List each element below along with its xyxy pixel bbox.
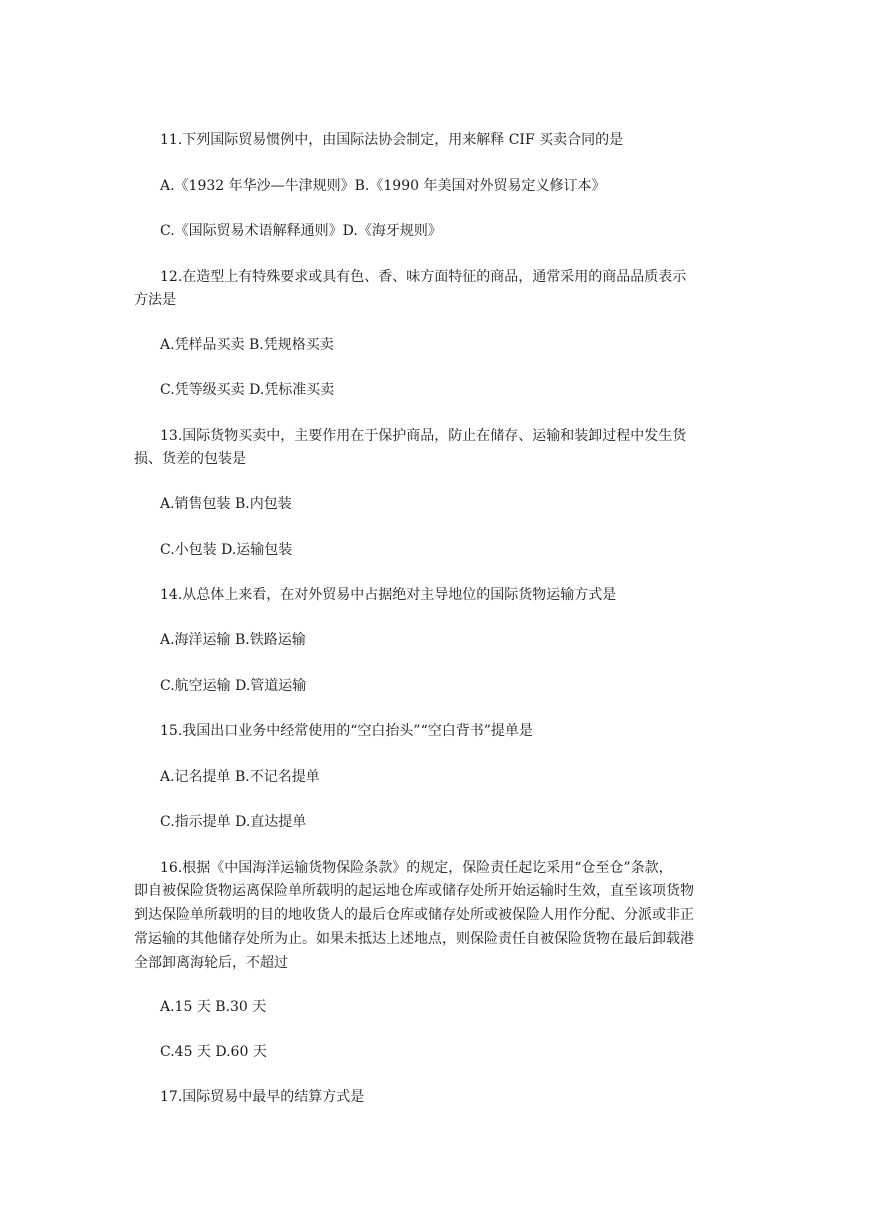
- stem-line: 方法是: [134, 292, 176, 308]
- question-15-option-cd: C.指示提单 D.直达提单: [160, 814, 307, 830]
- question-16-stem: [160, 856, 720, 880]
- question-12-option-cd: C.凭等级买卖 D.凭标准买卖: [160, 382, 335, 398]
- question-14-option-cd: C.航空运输 D.管道运输: [160, 678, 307, 694]
- question-12-stem: [160, 265, 720, 289]
- question-13-option-cd: C.小包装 D.运输包装: [160, 542, 293, 558]
- question-13-stem: [160, 424, 720, 448]
- question-11-option-cd: C.《国际贸易术语解释通则》D.《海牙规则》: [160, 223, 442, 239]
- question-15-stem: [160, 719, 720, 743]
- question-13-option-ab: A.销售包装 B.内包装: [160, 496, 292, 512]
- question-16-stem-cont: [134, 879, 694, 975]
- question-13-stem-cont: [134, 447, 694, 471]
- stem-line: 12.在造型上有特殊要求或具有色、香、味方面特征的商品，通常采用的商品品质表示: [160, 269, 687, 285]
- stem-line: 16.根据《中国海洋运输货物保险条款》的规定，保险责任起讫采用“仓至仓”条款，: [160, 860, 673, 876]
- stem-line: 全部卸离海轮后，不超过: [134, 955, 288, 971]
- stem-line: 14.从总体上来看，在对外贸易中占据绝对主导地位的国际货物运输方式是: [160, 587, 617, 603]
- question-14-stem: [160, 583, 720, 607]
- stem-line: 17.国际贸易中最早的结算方式是: [160, 1089, 365, 1105]
- stem-line: 到达保险单所载明的目的地收货人的最后仓库或储存处所或被保险人用作分配、分派或非正: [134, 907, 694, 923]
- question-11-option-ab: A.《1932 年华沙—牛津规则》B.《1990 年美国对外贸易定义修订本》: [160, 178, 606, 194]
- stem-line: 11.下列国际贸易惯例中，由国际法协会制定，用来解释 CIF 买卖合同的是: [160, 132, 624, 148]
- stem-line: 损、货差的包装是: [134, 451, 246, 467]
- stem-line: 15.我国出口业务中经常使用的“空白抬头”“空白背书”提单是: [160, 723, 533, 739]
- question-16-option-ab: A.15 天 B.30 天: [160, 999, 267, 1015]
- question-12-stem-cont: [134, 288, 694, 312]
- question-15-option-ab: A.记名提单 B.不记名提单: [160, 769, 320, 785]
- stem-line: 即自被保险货物运离保险单所载明的起运地仓库或储存处所开始运输时生效，直至该项货物: [134, 883, 694, 899]
- question-14-option-ab: A.海洋运输 B.铁路运输: [160, 632, 306, 648]
- stem-line: 常运输的其他储存处所为止。如果未抵达上述地点，则保险责任自被保险货物在最后卸载港: [134, 931, 694, 947]
- stem-line: 13.国际货物买卖中，主要作用在于保护商品，防止在储存、运输和装卸过程中发生货: [160, 428, 687, 444]
- question-12-option-ab: A.凭样品买卖 B.凭规格买卖: [160, 337, 334, 353]
- question-11-stem: [160, 128, 720, 152]
- question-17-stem: [160, 1085, 720, 1109]
- question-16-option-cd: C.45 天 D.60 天: [160, 1044, 267, 1060]
